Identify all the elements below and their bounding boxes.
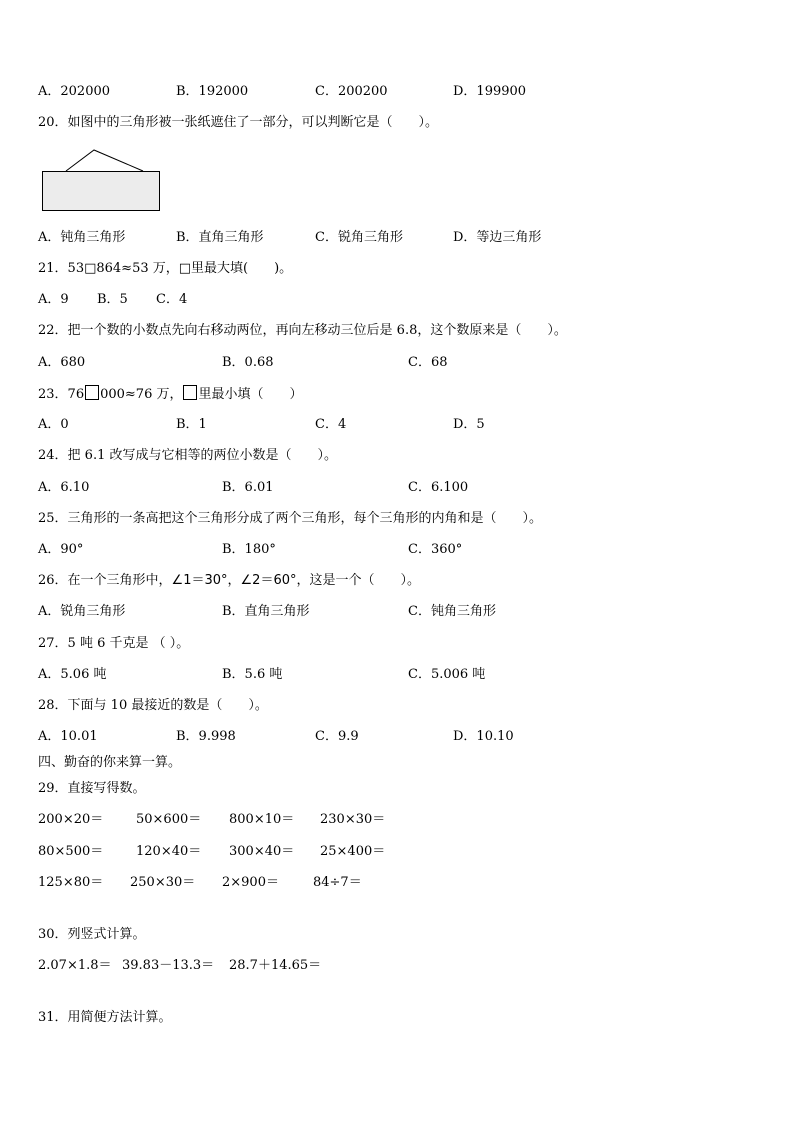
q23-stem-part-c: 里最小填（ ） xyxy=(198,387,303,402)
q26-stem-part-a: 26．在一个三角形中， xyxy=(38,573,172,588)
q29-item: 125×80＝ xyxy=(38,875,104,890)
q29-item: 80×500＝ xyxy=(38,844,104,859)
q24-option-b: B．6.01 xyxy=(222,480,274,495)
q29-item: 800×10＝ xyxy=(229,812,295,827)
q29-item: 300×40＝ xyxy=(229,844,295,859)
q27-option-c: C．5.006 吨 xyxy=(408,667,486,682)
q19-option-d: D．199900 xyxy=(453,84,527,99)
q28-option-d: D．10.10 xyxy=(453,729,514,744)
blank-box-icon xyxy=(183,385,197,400)
q20-option-b: B．直角三角形 xyxy=(176,230,264,245)
q22-stem: 22．把一个数的小数点先向右移动两位，再向左移动三位后是 6.8，这个数原来是（ ）。 xyxy=(38,323,567,338)
q29-item: 50×600＝ xyxy=(136,812,202,827)
q25-stem: 25．三角形的一条高把这个三角形分成了两个三角形，每个三角形的内角和是（ ）。 xyxy=(38,511,543,526)
q26-separator: ， xyxy=(227,573,241,588)
q21-option-c: C．4 xyxy=(156,292,188,307)
q28-option-c: C．9.9 xyxy=(315,729,359,744)
q21-stem: 21．53□864≈53 万，□里最大填( )。 xyxy=(38,261,293,276)
q20-option-c: C．锐角三角形 xyxy=(315,230,403,245)
q23-option-c: C．4 xyxy=(315,417,347,432)
q26-option-a: A．锐角三角形 xyxy=(38,604,126,619)
q29-item: 2×900＝ xyxy=(222,875,279,890)
q29-item: 230×30＝ xyxy=(320,812,386,827)
blank-box-icon xyxy=(85,385,99,400)
q29-item: 120×40＝ xyxy=(136,844,202,859)
q25-option-a: A．90° xyxy=(38,542,84,557)
q29-item: 25×400＝ xyxy=(320,844,386,859)
q19-option-a: A．202000 xyxy=(38,84,111,99)
covered-triangle-figure xyxy=(40,148,162,214)
q30-stem: 30．列竖式计算。 xyxy=(38,927,146,942)
q30-item: 28.7＋14.65＝ xyxy=(229,958,322,973)
paper-cover xyxy=(43,172,160,211)
q27-option-b: B．5.6 吨 xyxy=(222,667,283,682)
q23-option-b: B．1 xyxy=(176,417,207,432)
q23-option-d: D．5 xyxy=(453,417,485,432)
q21-option-a: A．9 xyxy=(38,292,69,307)
q26-option-c: C．钝角三角形 xyxy=(408,604,496,619)
section-heading: 四、勤奋的你来算一算。 xyxy=(38,755,182,770)
q28-stem: 28．下面与 10 最接近的数是（ ）。 xyxy=(38,698,268,713)
q19-option-c: C．200200 xyxy=(315,84,388,99)
q20-option-d: D．等边三角形 xyxy=(453,230,542,245)
q23-stem-part-b: 000≈76 万， xyxy=(100,387,183,402)
q22-option-a: A．680 xyxy=(38,355,86,370)
q31-stem: 31．用简便方法计算。 xyxy=(38,1010,172,1025)
q29-item: 250×30＝ xyxy=(130,875,196,890)
q28-option-b: B．9.998 xyxy=(176,729,236,744)
q22-option-b: B．0.68 xyxy=(222,355,274,370)
q26-option-b: B．直角三角形 xyxy=(222,604,310,619)
q29-item: 84÷7＝ xyxy=(313,875,362,890)
q28-option-a: A．10.01 xyxy=(38,729,98,744)
q21-option-b: B．5 xyxy=(97,292,128,307)
q29-item: 200×20＝ xyxy=(38,812,104,827)
q30-item: 39.83－13.3＝ xyxy=(122,958,215,973)
q25-option-c: C．360° xyxy=(408,542,463,557)
q24-stem: 24．把 6.1 改写成与它相等的两位小数是（ ）。 xyxy=(38,448,337,463)
q24-option-c: C．6.100 xyxy=(408,480,469,495)
q19-option-b: B．192000 xyxy=(176,84,249,99)
q20-option-a: A．钝角三角形 xyxy=(38,230,126,245)
q25-option-b: B．180° xyxy=(222,542,276,557)
q26-stem xyxy=(38,573,420,589)
q23-stem xyxy=(38,385,303,403)
q30-item: 2.07×1.8＝ xyxy=(38,958,112,973)
q24-option-a: A．6.10 xyxy=(38,480,90,495)
q29-stem: 29．直接写得数。 xyxy=(38,781,146,796)
q22-option-c: C．68 xyxy=(408,355,448,370)
q27-stem: 27．5 吨 6 千克是 （ ）。 xyxy=(38,636,190,651)
angle-2-value: ∠2＝60° xyxy=(240,573,297,588)
q20-stem: 20．如图中的三角形被一张纸遮住了一部分，可以判断它是（ ）。 xyxy=(38,115,439,130)
angle-1-value: ∠1＝30° xyxy=(171,573,228,588)
q26-stem-part-b: ，这是一个（ ）。 xyxy=(296,573,421,588)
q27-option-a: A．5.06 吨 xyxy=(38,667,107,682)
q23-option-a: A．0 xyxy=(38,417,69,432)
q23-stem-part-a: 23．76 xyxy=(38,387,85,402)
